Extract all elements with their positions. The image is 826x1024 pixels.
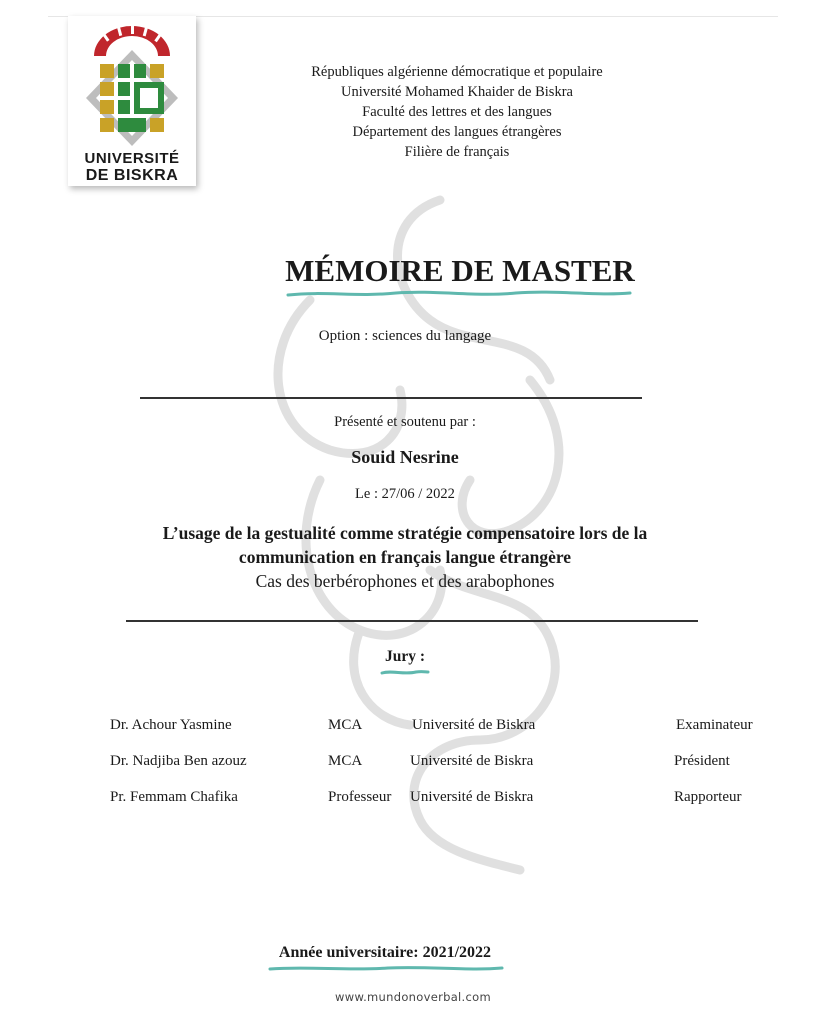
- header-line-faculty: Faculté des lettres et des langues: [362, 104, 552, 120]
- option-line: Option : sciences du langage: [318, 328, 492, 344]
- jury-member-grade: MCA: [328, 753, 363, 769]
- jury-member-role: Président: [674, 753, 730, 769]
- logo-text-line1: UNIVERSITÉ: [84, 150, 180, 167]
- institution-header: [250, 62, 664, 162]
- header-line-republic: Républiques algérienne démocratique et populaire: [311, 64, 603, 80]
- jury-member-university: Université de Biskra: [410, 789, 534, 805]
- jury-underline-icon: [380, 668, 430, 676]
- jury-row: [0, 789, 826, 811]
- header-line-field: Filière de français: [404, 144, 510, 160]
- thesis-title-line2: communication en français langue étrangère: [238, 547, 572, 567]
- jury-member-name: Dr. Nadjiba Ben azouz: [110, 753, 247, 769]
- logo-text-line2: DE BISKRA: [85, 167, 179, 184]
- website-watermark: www.mundonoverbal.com: [335, 990, 491, 1004]
- jury-member-role: Rapporteur: [674, 789, 742, 805]
- university-emblem-icon: [68, 16, 196, 150]
- divider-bottom: [126, 620, 698, 622]
- title-underline-icon: [286, 289, 632, 299]
- year-underline-icon: [268, 964, 504, 973]
- jury-member-grade: Professeur: [328, 789, 392, 805]
- jury-member-grade: MCA: [328, 717, 363, 733]
- jury-row: [0, 717, 826, 739]
- author-name: Souid Nesrine: [351, 447, 459, 467]
- thesis-title-line1: L’usage de la gestualité comme stratégie compensatoire lors de la: [162, 523, 648, 543]
- header-line-department: Département des langues étrangères: [352, 124, 562, 140]
- jury-row: [0, 753, 826, 775]
- presented-label: Présenté et soutenu par :: [334, 414, 476, 430]
- header-line-university: Université Mohamed Khaider de Biskra: [341, 84, 573, 100]
- university-logo: [68, 16, 196, 186]
- jury-member-name: Pr. Femmam Chafika: [110, 789, 238, 805]
- thesis-title-block: [100, 521, 710, 593]
- divider-top: [140, 397, 642, 399]
- jury-member-name: Dr. Achour Yasmine: [110, 717, 232, 733]
- jury-member-university: Université de Biskra: [412, 717, 536, 733]
- jury-member-university: Université de Biskra: [410, 753, 534, 769]
- academic-year: Année universitaire: 2021/2022: [278, 944, 492, 961]
- jury-label: Jury :: [384, 648, 426, 665]
- document-title: MÉMOIRE DE MASTER: [285, 253, 635, 288]
- thesis-subtitle: Cas des berbérophones et des arabophones: [255, 571, 555, 591]
- jury-member-role: Examinateur: [676, 717, 753, 733]
- defense-date: Le : 27/06 / 2022: [355, 486, 455, 502]
